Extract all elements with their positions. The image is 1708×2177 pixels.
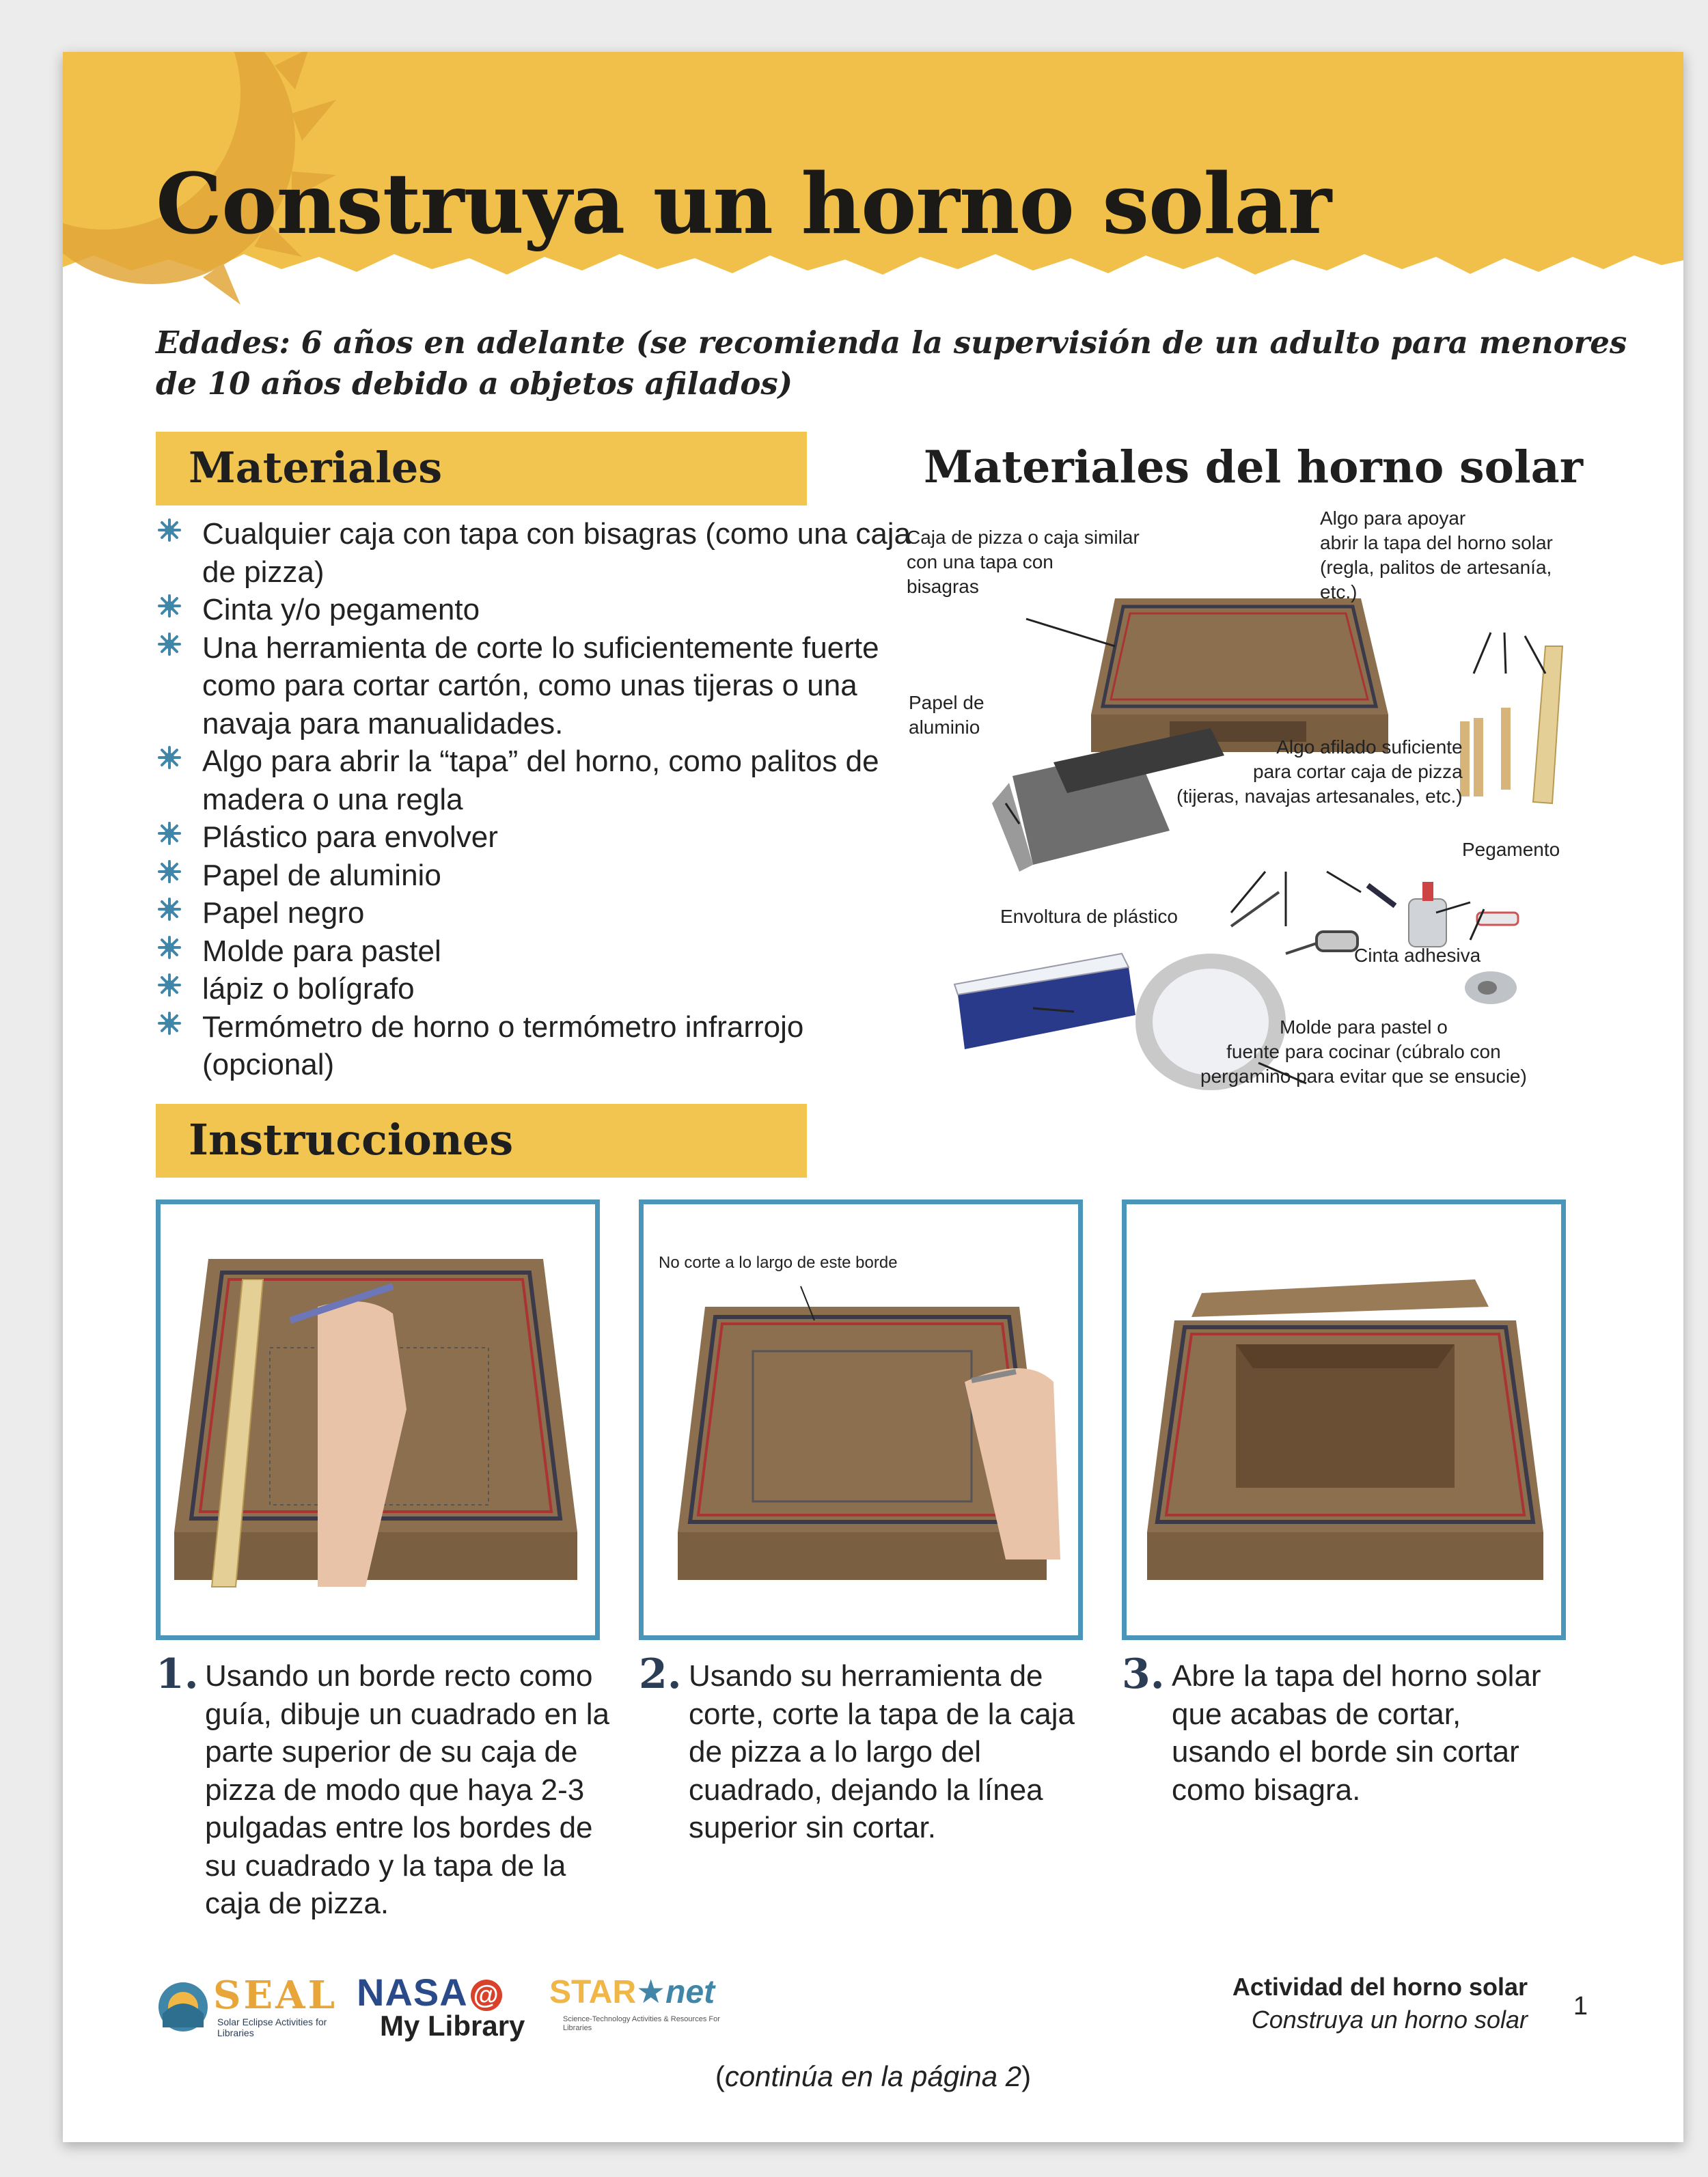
instructions-heading: Instrucciones (189, 1115, 514, 1165)
material-text: Una herramienta de corte lo suficientemente fuerte como para cortar cartón, como unas tijeras o una navaja para manualidades. (202, 630, 879, 740)
list-item (156, 515, 941, 591)
list-item (156, 857, 941, 895)
material-text: lápiz o bolígrafo (202, 972, 415, 1006)
star-bullet-icon (157, 1011, 182, 1036)
star-bullet-icon (157, 897, 182, 921)
list-item (156, 743, 941, 818)
materials-heading-bar (156, 432, 807, 505)
footer-activity: Actividad del horno solar (1232, 1973, 1528, 2001)
step3-number: 3. (1122, 1650, 1165, 1698)
star-bullet-icon (157, 594, 182, 618)
step3-text: Abre la tapa del horno solar que acabas de cortar, usando el borde sin cortar como bisagra. (1172, 1659, 1541, 1807)
label-plastic-wrap: Envoltura de plástico (1000, 906, 1178, 927)
star-bullet-icon (157, 973, 182, 997)
step2-photo-frame (639, 1200, 1083, 1640)
list-item (156, 932, 941, 971)
step1-number: 1. (156, 1650, 199, 1698)
list-item (156, 1008, 941, 1084)
figure-title: Materiales del horno solar (924, 441, 1584, 493)
step1-photo (161, 1204, 595, 1635)
age-note: Edades: 6 años en adelante (se recomienda la supervisión de un adulto para menores de 10 años debido a objetos afilados) (156, 324, 1627, 402)
label-foil: Papel de aluminio (909, 692, 984, 738)
materials-list (156, 515, 941, 1084)
step2-number: 2. (639, 1650, 682, 1698)
page (63, 52, 1683, 2142)
material-text: Molde para pastel (202, 934, 441, 968)
star-bullet-icon (157, 935, 182, 960)
star-bullet-icon (157, 632, 182, 656)
starnet-logo: STAR★net Science-Technology Activities & Resources For Libraries (549, 1974, 720, 2032)
tape-photo (1465, 971, 1517, 1004)
material-text: Papel negro (202, 896, 365, 930)
label-prop: Algo para apoyar abrir la tapa del horno solar (regla, palitos de artesanía, etc.) (1320, 508, 1553, 602)
material-text: Termómetro de horno o termómetro infrarrojo (opcional) (202, 1010, 804, 1081)
label-sharp: Algo afilado suficiente para cortar caja de pizza (tijeras, navajas artesanales, etc.) (1176, 736, 1463, 807)
pizza-box-photo (1091, 598, 1388, 752)
list-item (156, 591, 941, 629)
step1-text: Usando un borde recto como guía, dibuje un cuadrado en la parte superior de su caja de pizza de modo que haya 2-3 pulgadas entre los bordes de su cuadrado y la tapa de la caja de pizza. (205, 1659, 610, 1920)
footer-subtitle: Construya un horno solar (1251, 2006, 1528, 2034)
material-text: Cualquier caja con tapa con bisagras (como una caja de pizza) (202, 517, 911, 589)
step2-text: Usando su herramienta de corte, corte la tapa de la caja de pizza a lo largo del cuadrado, dejando la línea superior sin cortar. (689, 1659, 1075, 1844)
seal-logo: SEAL Solar Eclipse Activities for Libraries (156, 1973, 340, 2041)
page-title: Construya un horno solar (156, 154, 1332, 253)
star-bullet-icon (157, 745, 182, 770)
continued-note: (continúa en la página 2) (715, 2060, 1032, 2092)
glue-photo (1409, 882, 1518, 947)
plastic-wrap-photo (954, 954, 1135, 1049)
material-text: Plástico para envolver (202, 820, 498, 854)
material-text: Papel de aluminio (202, 858, 441, 892)
star-bullet-icon (157, 859, 182, 884)
label-pie-pan: Molde para pastel o fuente para cocinar (cúbralo con pergamino para evitar que se ensucie) (1200, 1016, 1527, 1087)
label-tape: Cinta adhesiva (1354, 945, 1481, 966)
step3-photo-frame (1122, 1200, 1566, 1640)
material-text: Algo para abrir la “tapa” del horno, como palitos de madera o una regla (202, 745, 879, 816)
frame-note: No corte a lo largo de este borde (659, 1253, 898, 1272)
list-item (156, 818, 941, 857)
list-item (156, 970, 941, 1008)
list-item (156, 629, 941, 743)
star-bullet-icon (157, 518, 182, 542)
step3-photo (1127, 1204, 1561, 1635)
list-item (156, 894, 941, 932)
seal-emblem-icon (156, 1980, 210, 2034)
material-text: Cinta y/o pegamento (202, 593, 480, 626)
nasa-my-library-logo: NASA @ My Library (357, 1971, 525, 2042)
materials-heading: Materiales (189, 443, 443, 493)
label-pizza-box: Caja de pizza o caja similar con una tapa con bisagras (907, 527, 1140, 597)
instructions-heading-bar (156, 1104, 807, 1178)
page-number: 1 (1573, 1992, 1588, 2021)
star-bullet-icon (157, 821, 182, 846)
step1-photo-frame (156, 1200, 600, 1640)
label-glue: Pegamento (1462, 839, 1560, 860)
